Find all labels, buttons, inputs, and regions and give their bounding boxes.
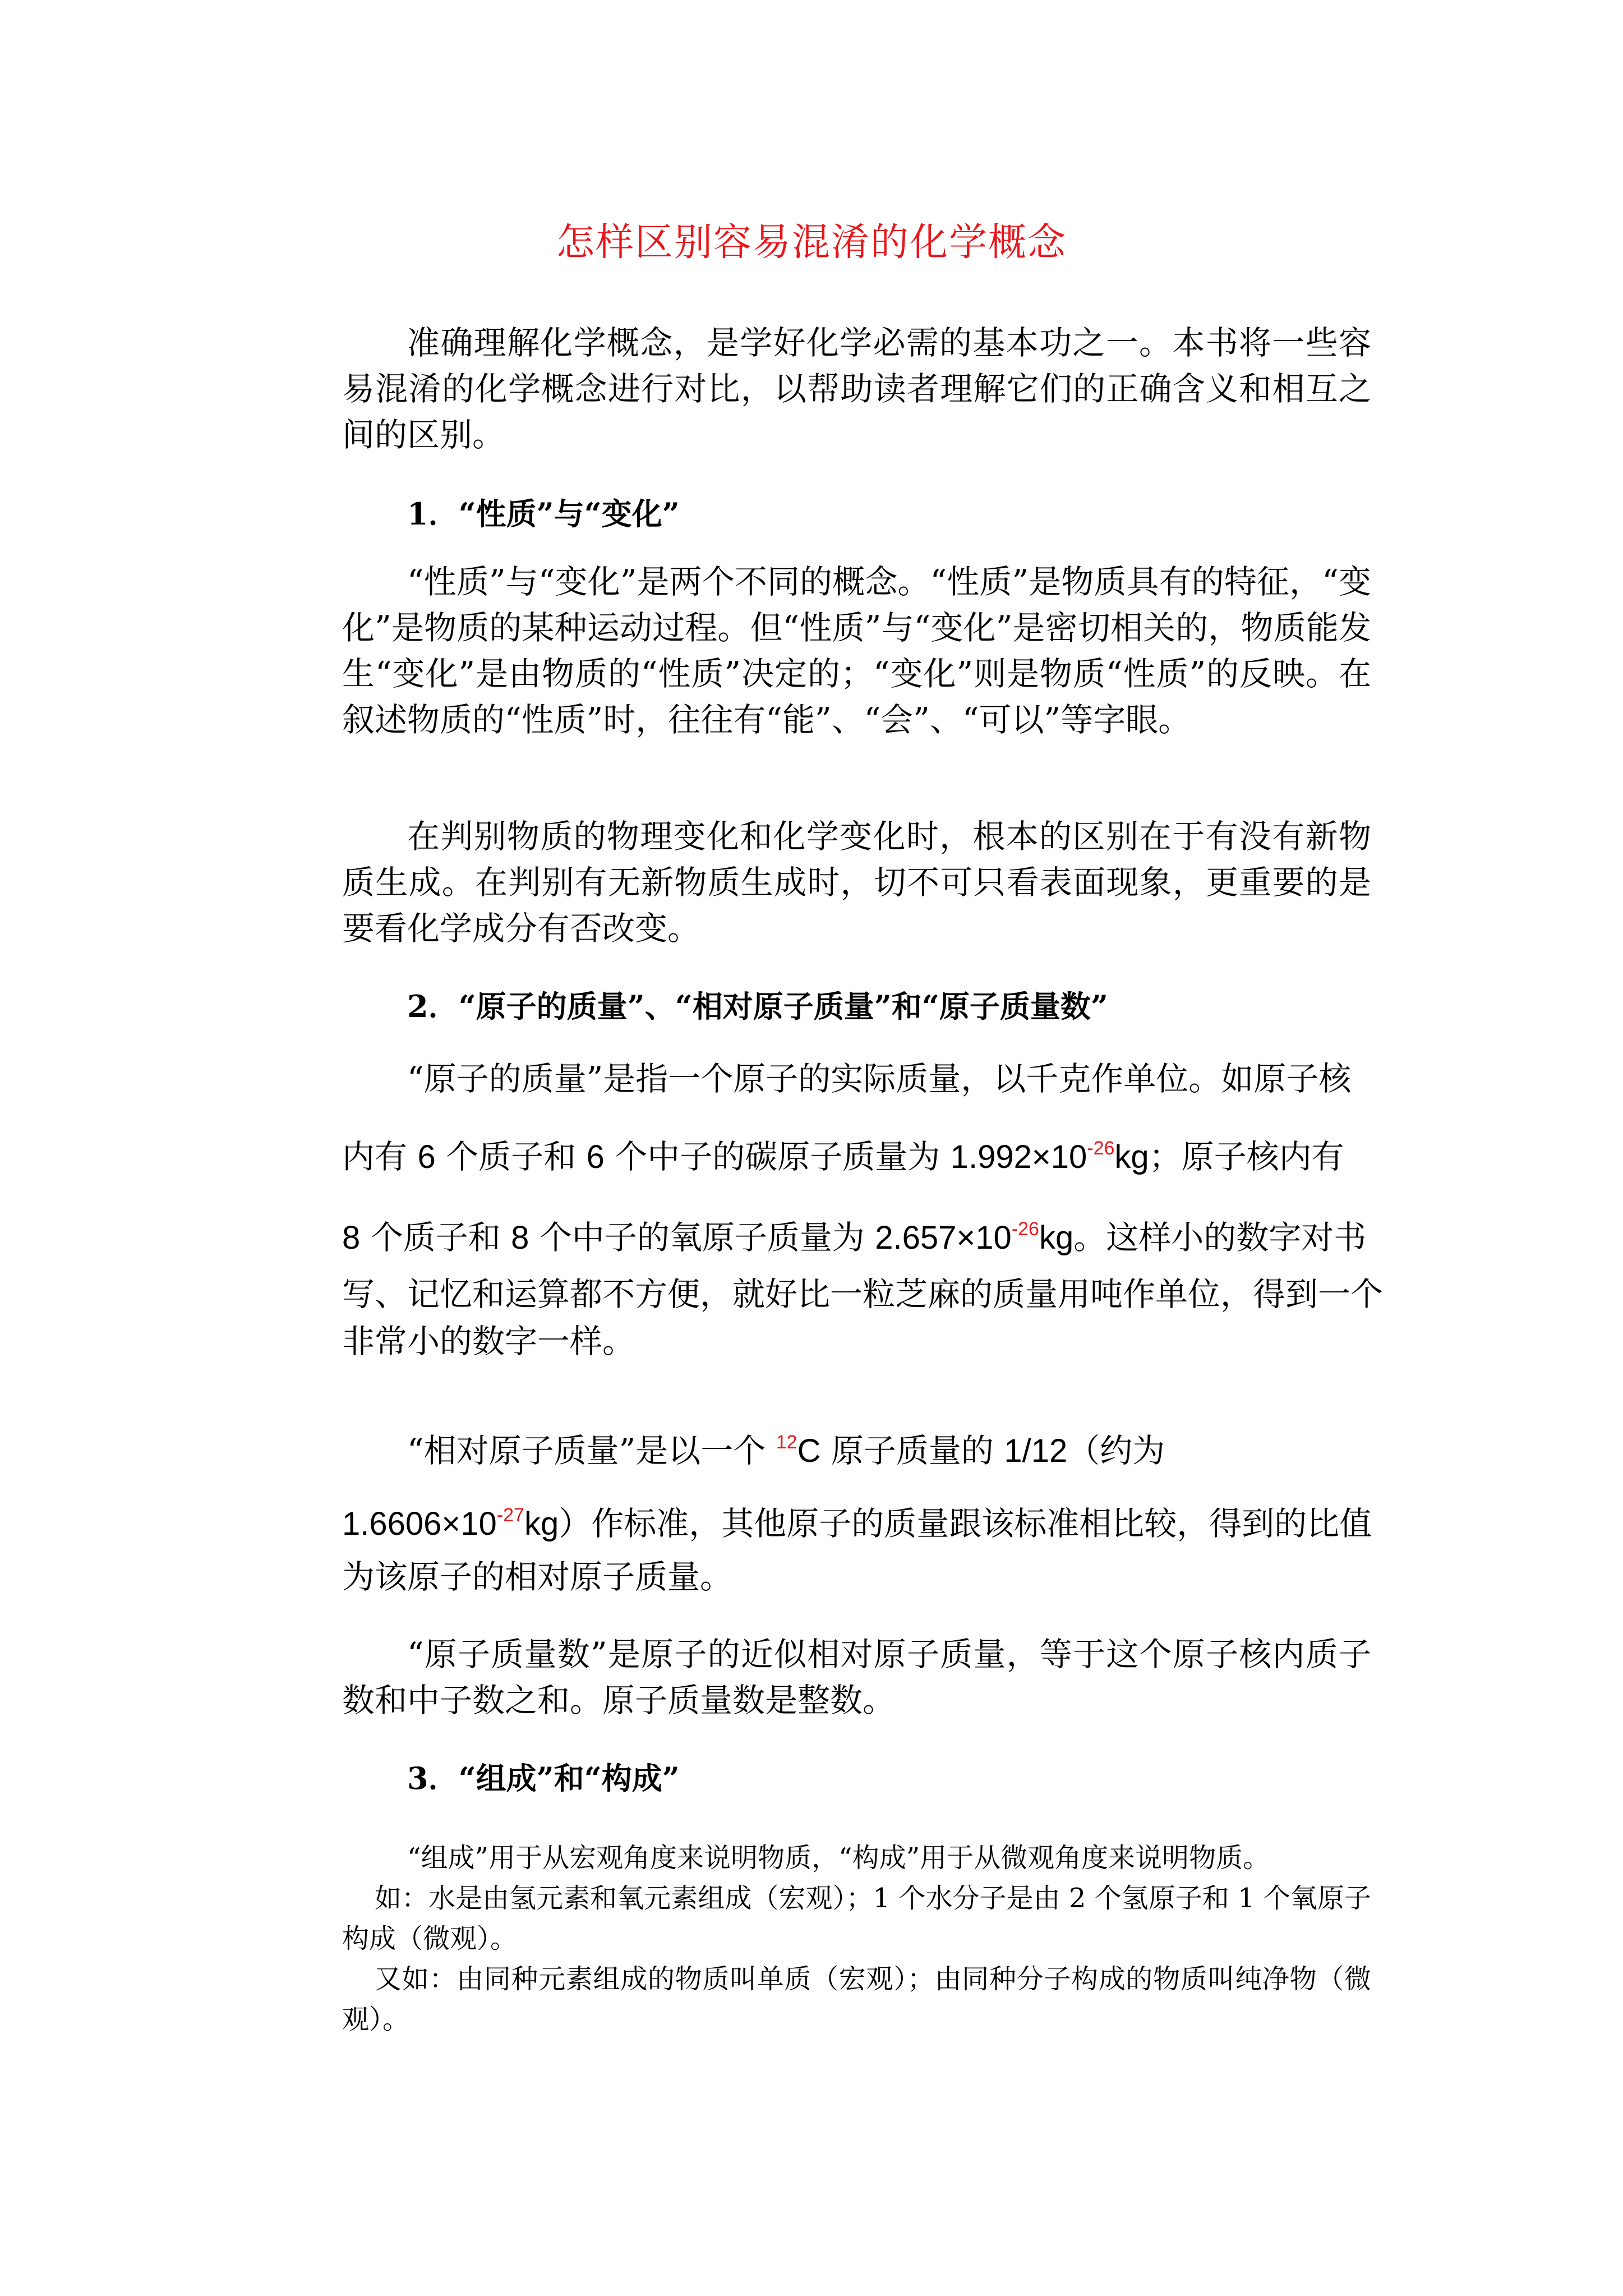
s2p1-line-1: “原子的质量”是指一个原子的实际质量，以千克作单位。如原子核 xyxy=(407,1060,1352,1098)
number-run: 6 xyxy=(586,1139,605,1175)
section-3-paragraph-2: 如：水是由氢元素和氧元素组成（宏观）；1 个水分子是由 2 个氢原子和 1 个氧原子构成（微观）。 xyxy=(342,1883,1371,1954)
section-1-heading: 1．“性质”与“变化” xyxy=(407,496,680,532)
document-title: 怎样区别容易混淆的化学概念 xyxy=(556,220,1067,265)
carbon-symbol: C xyxy=(797,1433,821,1469)
unit-kg: kg xyxy=(1114,1139,1149,1175)
section-2-paragraph-3: “原子质量数”是原子的近似相对原子质量，等于这个原子核内质子数和中子数之和。原子质量数是整数。 xyxy=(342,1635,1371,1719)
text-run: 内有 xyxy=(342,1138,418,1176)
exponent-superscript: -26 xyxy=(1011,1218,1039,1240)
s2p1-line-2 xyxy=(342,1125,1371,1180)
text-run: “相对原子质量”是以一个 xyxy=(407,1432,776,1470)
section-1-paragraph-1: “性质”与“变化”是两个不同的概念。“性质”是物质具有的特征，“变化”是物质的某种运动过程。但“性质”与“变化”是密切相关的，物质能发生“变化”是由物质的“性质”决定的；“变化”则是物质“性质”的反映。在叙述物质的“性质”时，往往有“能”、“会”、“可以”等字眼。 xyxy=(342,563,1371,739)
section-3-paragraph-3: 又如：由同种元素组成的物质叫单质（宏观）；由同种分子构成的物质叫纯净物（微观）。 xyxy=(342,1963,1371,2035)
carbon-mass-value: 1.992×10 xyxy=(950,1139,1087,1175)
standard-mass-value: 1.6606×10 xyxy=(342,1506,497,1542)
section-3-paragraph-1: “组成”用于从宏观角度来说明物质，“构成”用于从微观角度来说明物质。 xyxy=(407,1842,1270,1874)
text-run: 个质子和 xyxy=(435,1138,587,1176)
isotope-superscript: 12 xyxy=(776,1432,797,1453)
text-run: ；原子核内有 xyxy=(1149,1138,1344,1176)
s2p2-line-3: 为该原子的相对原子质量。 xyxy=(342,1558,733,1596)
s2p1-line-3 xyxy=(342,1206,1371,1261)
unit-kg: kg xyxy=(1039,1220,1074,1256)
fraction-value: 1/12 xyxy=(1004,1433,1068,1469)
number-run: 8 xyxy=(342,1220,361,1256)
section-2-heading: 2．“原子的质量”、“相对原子质量”和“原子质量数” xyxy=(407,988,1108,1024)
exponent-superscript: -27 xyxy=(496,1504,524,1526)
section-1-paragraph-2: 在判别物质的物理变化和化学变化时，根本的区别在于有没有新物质生成。在判别有无新物质生成时，切不可只看表面现象，更重要的是要看化学成分有否改变。 xyxy=(342,817,1371,947)
number-run: 6 xyxy=(417,1139,436,1175)
text-run: （约为 xyxy=(1067,1432,1165,1470)
text-run: 。这样小的数字对书 xyxy=(1073,1218,1367,1257)
s2p1-line-5: 非常小的数字一样。 xyxy=(342,1322,635,1360)
unit-kg: kg xyxy=(524,1506,559,1542)
text-run: 个质子和 xyxy=(360,1218,511,1257)
text-run: 个中子的碳原子质量为 xyxy=(604,1138,951,1176)
text-run: 个中子的氧原子质量为 xyxy=(529,1218,875,1257)
intro-paragraph: 准确理解化学概念，是学好化学必需的基本功之一。本书将一些容易混淆的化学概念进行对比，以帮助读者理解它们的正确含义和相互之间的区别。 xyxy=(342,324,1371,454)
number-run: 8 xyxy=(511,1220,529,1256)
oxygen-mass-value: 2.657×10 xyxy=(875,1220,1012,1256)
s2p2-line-2 xyxy=(342,1492,1371,1547)
text-run: 原子质量的 xyxy=(820,1432,1004,1470)
text-run: ）作标准，其他原子的质量跟该标准相比较，得到的比值 xyxy=(559,1504,1372,1543)
exponent-superscript: -26 xyxy=(1087,1138,1115,1159)
s2p2-line-1 xyxy=(342,1419,1371,1474)
section-3-heading: 3．“组成”和“构成” xyxy=(407,1760,680,1796)
s2p1-line-4: 写、记忆和运算都不方便，就好比一粒芝麻的质量用吨作单位，得到一个 xyxy=(342,1275,1384,1313)
